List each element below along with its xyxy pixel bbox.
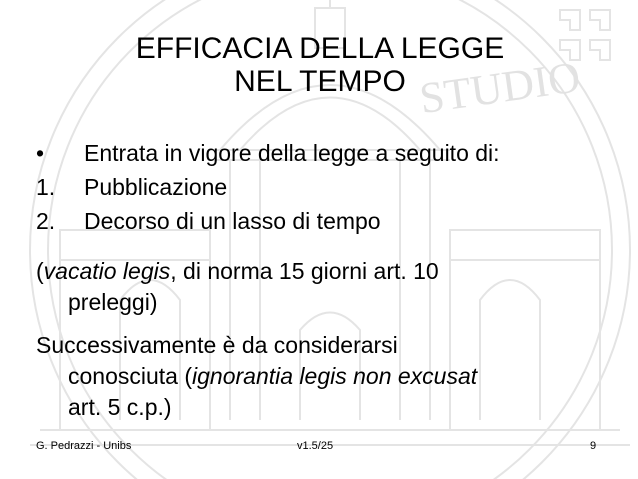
successivamente-line-3: art. 5 c.p.)	[68, 394, 172, 420]
successivamente-prefix: conosciuta (	[68, 363, 193, 389]
successivamente-line-1: Successivamente è da considerarsi	[36, 332, 398, 358]
vacatio-line	[36, 257, 439, 285]
item-1-marker: 1.	[36, 174, 56, 200]
item-2-marker: 2.	[36, 208, 56, 234]
vacatio-open-paren: (	[36, 258, 44, 284]
item-2-text: Decorso di un lasso di tempo	[84, 208, 381, 234]
footer-page-number: 9	[590, 440, 597, 452]
bullet-text: Entrata in vigore della legge a seguito di:	[84, 140, 500, 166]
vacatio-italic: vacatio legis	[43, 258, 171, 284]
title-line-1: EFFICACIA DELLA LEGGE	[135, 32, 505, 65]
title-line-2: NEL TEMPO	[234, 65, 406, 98]
vacatio-continuation: preleggi)	[68, 289, 158, 315]
footer-version: v1.5/25	[297, 440, 334, 452]
vacatio-rest: , di norma 15 giorni art. 10	[170, 258, 439, 284]
footer-author: G. Pedrazzi - Unibs	[36, 440, 132, 452]
watermark-text: STUDIO	[416, 52, 584, 124]
bullet-marker: •	[36, 140, 45, 166]
item-1-text: Pubblicazione	[84, 174, 228, 200]
successivamente-line-2	[68, 362, 477, 390]
successivamente-italic: ignorantia legis non excusat	[192, 363, 478, 389]
